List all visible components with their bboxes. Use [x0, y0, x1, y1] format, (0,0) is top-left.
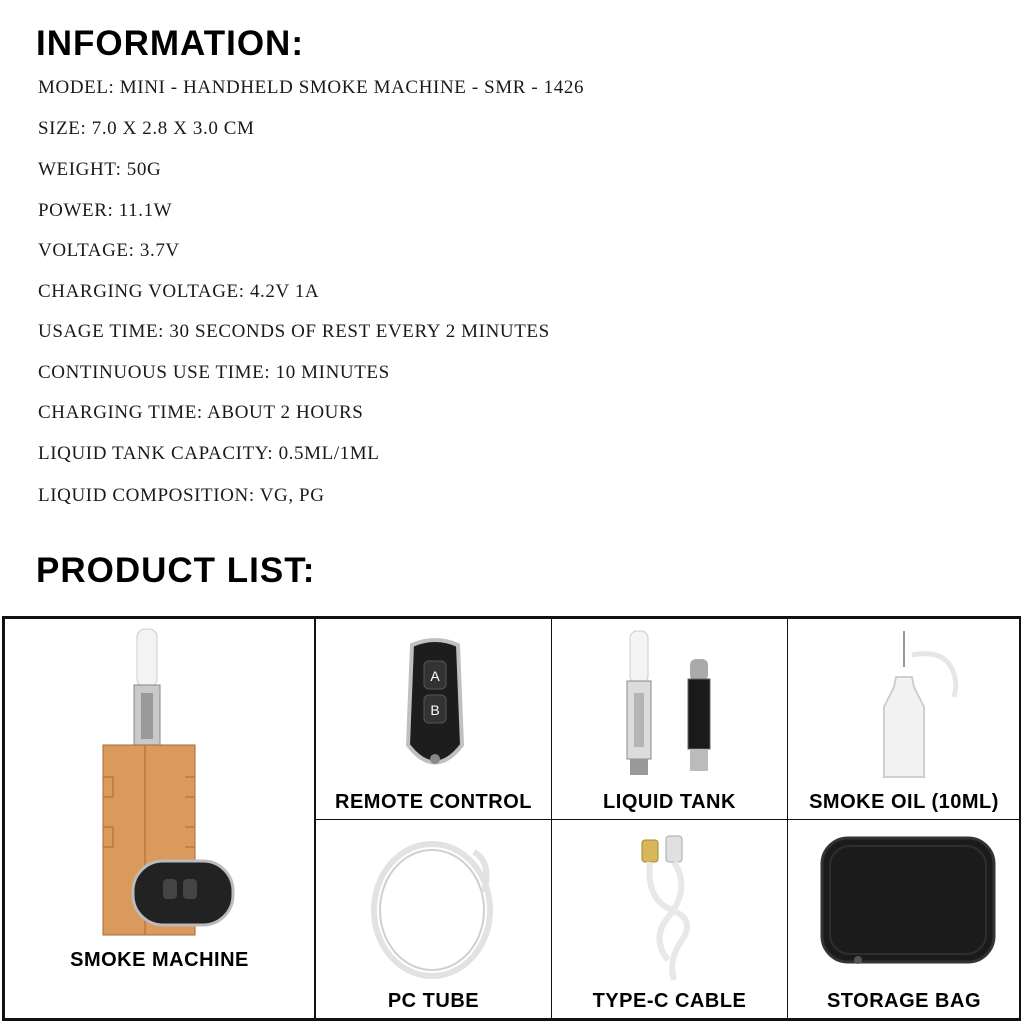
product-label-type-c-cable: TYPE-C CABLE	[592, 990, 747, 1012]
product-cell-liquid-tank	[551, 618, 788, 820]
remote-button-b: B	[430, 702, 440, 718]
spec-charging-voltage: CHARGING VOLTAGE: 4.2V 1A	[38, 281, 320, 302]
spec-weight: WEIGHT: 50G	[38, 159, 162, 180]
spec-liquid-tank-capacity: LIQUID TANK CAPACITY: 0.5ML/1ML	[38, 443, 380, 464]
storage-bag-icon	[818, 832, 998, 972]
product-label-smoke-oil: SMOKE OIL (10ML)	[809, 791, 999, 813]
product-cell-smoke-oil	[787, 618, 1021, 820]
product-label-pc-tube: PC TUBE	[387, 990, 480, 1012]
product-cell-storage-bag	[787, 819, 1021, 1019]
information-heading: INFORMATION:	[36, 24, 304, 63]
smoke-oil-bottle-icon	[874, 627, 964, 787]
remote-button-a: A	[430, 668, 440, 684]
spec-power: POWER: 11.1W	[38, 200, 173, 221]
product-label-storage-bag: STORAGE BAG	[826, 990, 982, 1012]
product-cell-remote-control	[315, 618, 552, 820]
spec-liquid-composition: LIQUID COMPOSITION: VG, PG	[38, 485, 325, 506]
product-label-remote-control: REMOTE CONTROL	[335, 791, 532, 813]
spec-model: MODEL: MINI - HANDHELD SMOKE MACHINE - SMR - 1426	[38, 77, 585, 98]
liquid-tank-icon	[622, 629, 722, 779]
product-label-liquid-tank: LIQUID TANK	[603, 791, 736, 813]
spec-usage-time: USAGE TIME: 30 SECONDS OF REST EVERY 2 MINUTES	[38, 321, 550, 342]
product-cell-type-c-cable	[551, 819, 788, 1019]
product-label-smoke-machine: SMOKE MACHINE	[70, 949, 249, 971]
product-cell-pc-tube	[315, 819, 552, 1019]
product-grid	[2, 616, 1021, 1021]
product-cell-smoke-machine	[4, 618, 315, 1019]
pc-tube-icon	[364, 832, 504, 982]
product-list-heading: PRODUCT LIST:	[36, 551, 316, 590]
remote-control-icon	[402, 635, 468, 775]
spec-size: SIZE: 7.0 X 2.8 X 3.0 CM	[38, 118, 255, 139]
smoke-machine-icon	[85, 627, 255, 939]
spec-charging-time: CHARGING TIME: ABOUT 2 HOURS	[38, 402, 364, 423]
type-c-cable-icon	[632, 830, 712, 990]
spec-continuous-use-time: CONTINUOUS USE TIME: 10 MINUTES	[38, 362, 390, 383]
spec-voltage: VOLTAGE: 3.7V	[38, 240, 180, 261]
